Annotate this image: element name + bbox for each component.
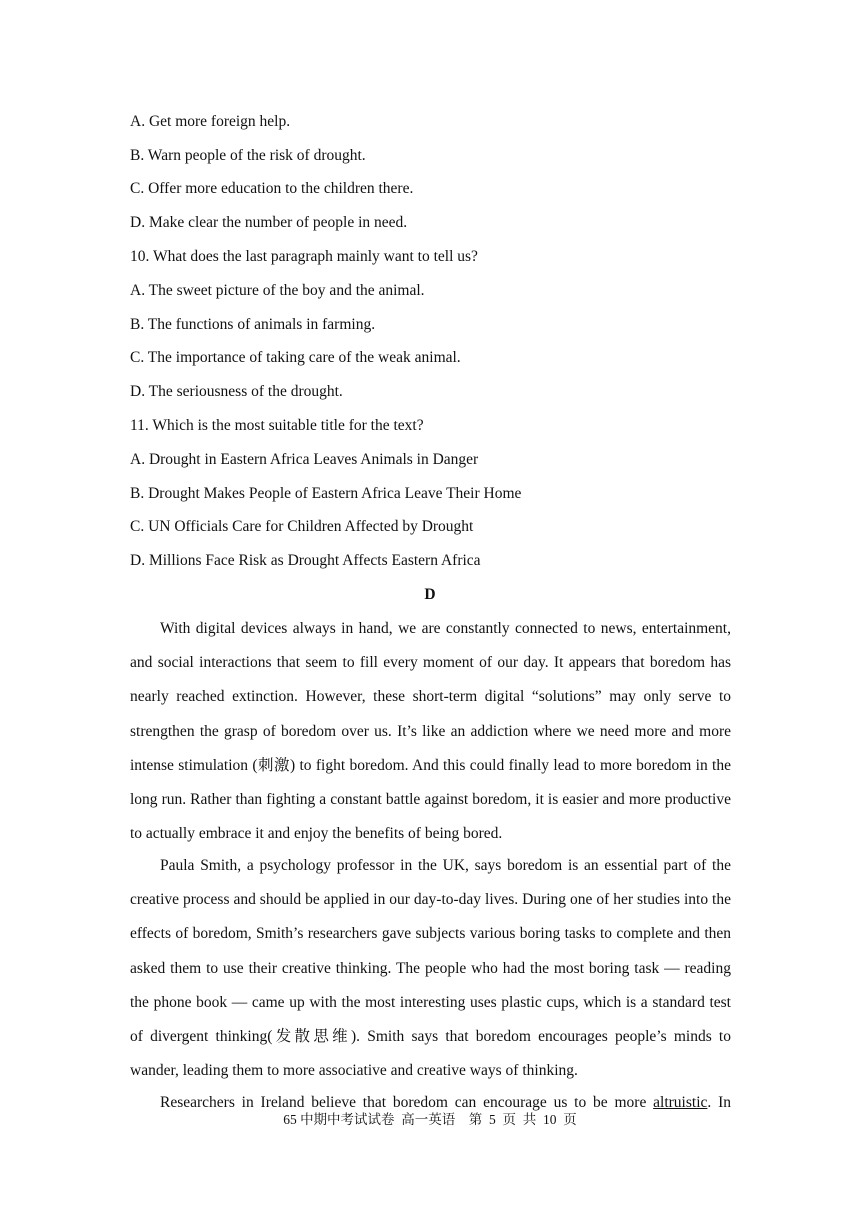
q11-option-c: C. UN Officials Care for Children Affected by Drought [130,518,474,535]
q10-option-a: A. The sweet picture of the boy and the animal. [130,282,425,299]
q9-option-a: A. Get more foreign help. [130,113,291,130]
passage-paragraph-1: With digital devices always in hand, we are constantly connected to news, entertainment, and social interactions that seem to fill every moment of our day. It appears that boredom has nearly reached extinction. However, these short-term digital “solutions” may only serve to strengthen the grasp of boredom over us. It’s like an addiction where we need more and more intense stimulation (刺激) to fight boredom. And this could finally lead to more boredom in the long run. Rather than fighting a constant battle against boredom, it is easier and more productive to actually embrace it and enjoy the benefits of being bored. [130,620,731,843]
q10-option-b: B. The functions of animals in farming. [130,316,376,333]
q10-stem: 10. What does the last paragraph mainly want to tell us? [130,248,478,265]
q10-option-d: D. The seriousness of the drought. [130,383,343,400]
paragraph-3-tail: . In [707,1094,731,1111]
q11-stem: 11. Which is the most suitable title for the text? [130,417,424,434]
page-footer: 65 中期中考试试卷 高一英语 第 5 页 共 10 页 [283,1112,577,1127]
passage-paragraph-2: Paula Smith, a psychology professor in the UK, says boredom is an essential part of the creative process and should be applied in our day-to-day lives. During one of her studies into the effects of boredom, Smith’s researchers gave subjects various boring tasks to complete and then asked them to use their creative thinking. The people who had the most boring task — reading the phone book — came up with the most interesting uses plastic cups, which is a standard test of divergent thinking(发散思维). Smith says that boredom encourages people’s minds to wander, leading them to more associative and creative ways of thinking. [130,857,731,1080]
paragraph-3-text: Researchers in Ireland believe that boredom can encourage us to be more [160,1094,654,1111]
q9-option-b: B. Warn people of the risk of drought. [130,147,366,164]
q9-option-d: D. Make clear the number of people in need. [130,214,408,231]
underlined-word: altruistic [653,1094,708,1111]
q11-option-a: A. Drought in Eastern Africa Leaves Animals in Danger [130,451,479,468]
q9-option-c: C. Offer more education to the children there. [130,180,414,197]
q10-option-c: C. The importance of taking care of the weak animal. [130,349,461,366]
q11-option-d: D. Millions Face Risk as Drought Affects Eastern Africa [130,552,481,569]
q11-option-b: B. Drought Makes People of Eastern Africa Leave Their Home [130,485,522,502]
section-title: D [424,586,436,603]
